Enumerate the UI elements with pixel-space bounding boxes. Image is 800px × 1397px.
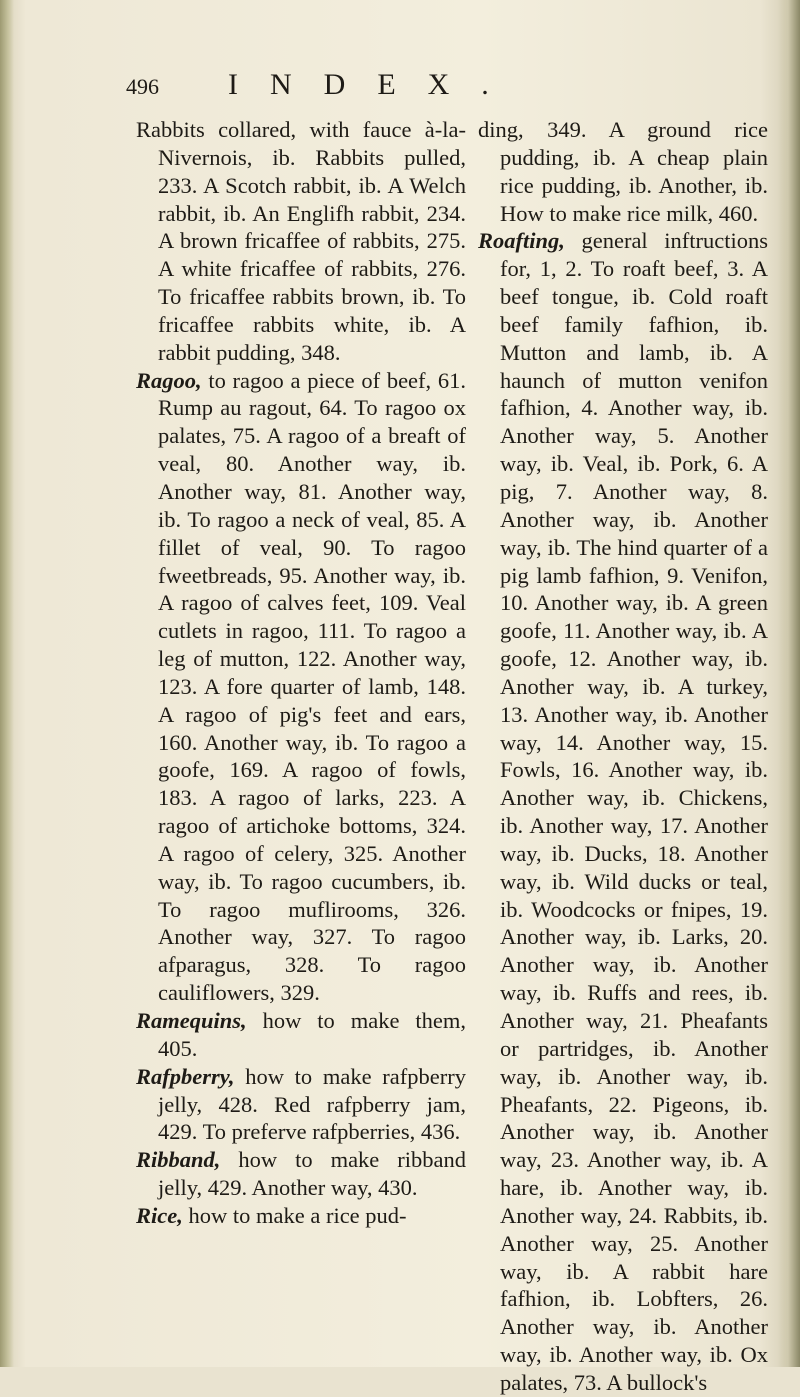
index-column-right — [478, 116, 768, 1397]
index-term: Ramequins, — [136, 1008, 247, 1033]
index-entry-text: how to make a rice pud- — [182, 1202, 407, 1228]
index-entry-text: how to make them, 405. — [158, 1008, 466, 1061]
page-header — [126, 66, 646, 106]
index-entry — [136, 1063, 466, 1147]
index-entry-text: how to make ribband jelly, 429. Another way, 430. — [158, 1147, 466, 1201]
index-entry-text: Rabbits collared, with fauce à-la-Nivernois, ib. Rabbits pulled, 233. A Scotch rabbit, ib. A Welch rabbit, ib. An Englifh rabbit, 234. A brown fricaffee of rabbits, 275. A white fricaffee of rabbits, 276. To fricaffee rabbits brown, ib. To fricaffee rabbits white, ib. A rabbit pudding, 348. — [136, 117, 466, 365]
index-column-left — [136, 116, 466, 1230]
index-entry — [136, 1146, 466, 1202]
page-number: 496 — [126, 74, 159, 99]
index-entry — [478, 227, 768, 1396]
index-term: Rafpberry, — [136, 1063, 235, 1089]
page-edge-shadow — [778, 0, 800, 1367]
index-entry-text: to ragoo a piece of beef, 61. Rump au ragout, 64. To ragoo ox palates, 75. A ragoo of a breaft of veal, 80. Another way, ib. Another way, 81. Another way, ib. To ragoo a neck of veal, 85. A fillet of veal, 90. To ragoo fweetbreads, 95. Another way, ib. A ragoo of calves feet, 109. Veal cutlets in ragoo, 111. To ragoo a leg of mutton, 122. Another way, 123. A fore quarter of lamb, 148. A ragoo of pig's feet and ears, 160. Another way, ib. To ragoo a goofe, 169. A ragoo of fowls, 183. A ragoo of larks, 223. A ragoo of artichoke bottoms, 324. A ragoo of celery, 325. Another way, ib. To ragoo cucumbers, ib. To ragoo muflirooms, 326. Another way, 327. To ragoo afparagus, 328. To ragoo cauliflowers, 329. — [158, 367, 466, 1006]
index-term: Ribband, — [136, 1147, 221, 1173]
index-term: Ragoo, — [136, 367, 202, 393]
index-entry — [136, 1202, 466, 1230]
index-entry — [136, 367, 466, 1007]
index-term: Roafting, — [478, 228, 565, 254]
index-entry — [136, 1007, 466, 1063]
index-entry — [478, 116, 768, 227]
index-term: Rice, — [136, 1202, 183, 1228]
index-entry — [136, 116, 466, 367]
running-title: INDEX. — [228, 68, 521, 101]
index-entry-text: ding, 349. A ground rice pudding, ib. A cheap plain rice pudding, ib. Another, ib. How to make rice milk, 460. — [478, 117, 768, 226]
index-entry-text: general inftructions for, 1, 2. To roaft beef, 3. A beef tongue, ib. Cold roaft beef family fafhion, ib. Mutton and lamb, ib. A haunch of mutton venifon fafhion, 4. Another way, ib. Another way, 5. Another way, ib. Veal, ib. Pork, 6. A pig, 7. Another way, 8. Another way, ib. Another way, ib. The hind quarter of a pig lamb fafhion, 9. Venifon, 10. Another way, ib. A green goofe, 11. Another way, ib. A goofe, 12. Another way, ib. Another way, ib. A turkey, 13. Another way, ib. Another way, 14. Another way, 15. Fowls, 16. Another way, ib. Another way, ib. Chickens, ib. Another way, 17. Another way, ib. Ducks, 18. Another way, ib. Wild ducks or teal, ib. Woodcocks or fnipes, 19. Another way, ib. Larks, 20. Another way, ib. Another way, ib. Ruffs and rees, ib. Another way, 21. Pheafants or partridges, ib. Another way, ib. Another way, ib. Pheafants, 22. Pigeons, ib. Another way, ib. Another way, 23. Another way, ib. A hare, ib. Another way, ib. Another way, 24. Rabbits, ib. Another way, 25. Another way, ib. A rabbit hare fafhion, ib. Lobfters, 26. Another way, ib. Another way, ib. Another way, ib. Ox palates, 73. A bullock's — [500, 228, 768, 1395]
page-gutter-shadow — [0, 0, 14, 1367]
index-entry-text: how to make rafpberry jelly, 428. Red rafpberry jam, 429. To preferve rafpberries, 436. — [158, 1063, 466, 1145]
